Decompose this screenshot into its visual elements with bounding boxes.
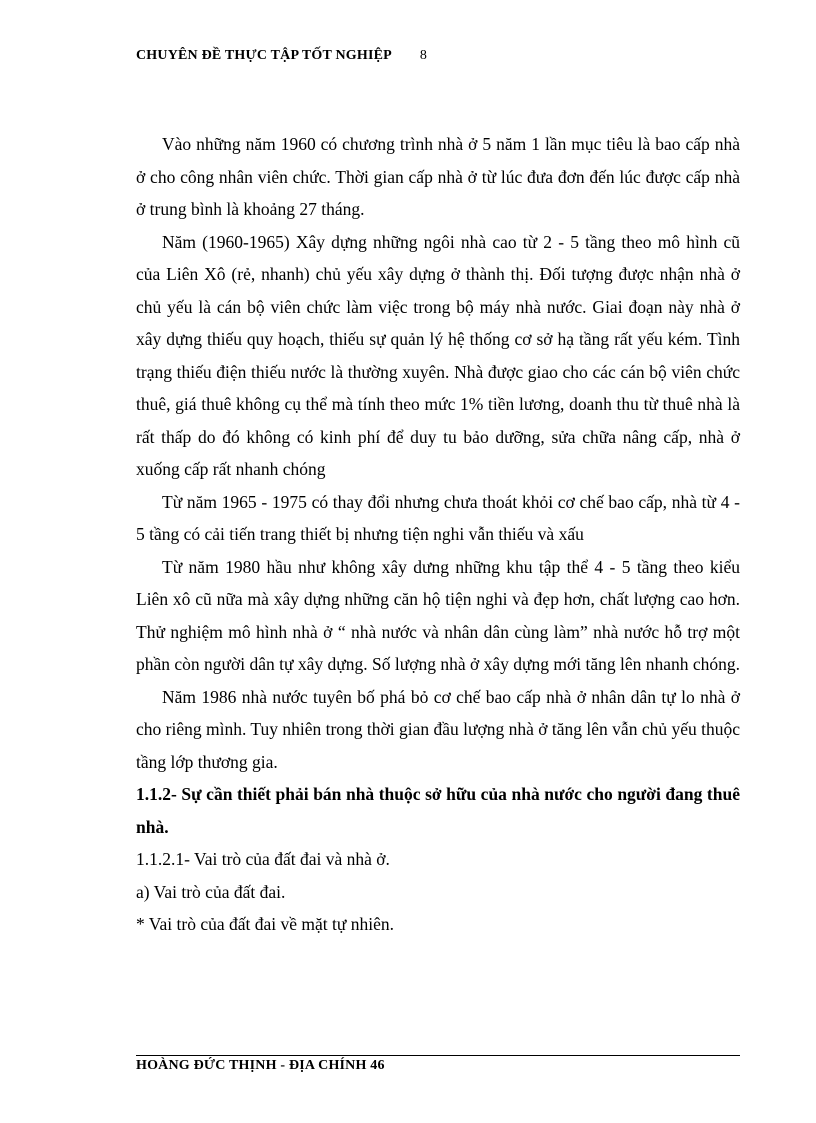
page-number: 8	[419, 48, 428, 63]
item-a: a) Vai trò của đất đai.	[136, 881, 286, 902]
paragraph-1960-1965: Năm (1960-1965) Xây dựng những ngôi nhà cao từ 2 - 5 tầng theo mô hình cũ của Liên Xô (rẻ, nhanh) chủ yếu xây dựng ở thành thị. Đối tượng được nhận nhà ở chủ yếu là cán bộ viên chức làm việc trong bộ máy nhà nước. Giai đoạn này nhà ở xây dựng thiếu quy hoạch, thiếu sự quản lý hệ thống cơ sở hạ tầng rất yếu kém. Tình trạng thiếu điện thiếu nước là thường xuyên. Nhà được giao cho các cán bộ viên chức thuê, giá thuê không cụ thể mà tính theo mức 1% tiền lương, doanh thu từ thuê nhà là rất thấp do đó không có kinh phí để duy tu bảo dưỡng, sửa chữa nâng cấp, nhà ở xuống cấp rất nhanh chóng	[136, 231, 740, 479]
document-body	[136, 128, 740, 941]
footer-divider	[136, 1055, 740, 1056]
paragraph-1980: Từ năm 1980 hầu như không xây dưng những khu tập thể 4 - 5 tầng theo kiểu Liên xô cũ nữa mà xây dựng những căn hộ tiện nghi và đẹp hơn, chất lượng cao hơn. Thử nghiệm mô hình nhà ở “ nhà nước và nhân dân cùng làm” nhà nước hỗ trợ một phần còn người dân tự xây dựng. Số lượng nhà ở xây dựng mới tăng lên nhanh chóng.	[136, 556, 741, 674]
paragraph-1965-1975: Từ năm 1965 - 1975 có thay đổi nhưng chưa thoát khỏi cơ chế bao cấp, nhà từ 4 - 5 tầng có cải tiến trang thiết bị nhưng tiện nghi vẫn thiếu và xấu	[136, 491, 740, 544]
paragraph-1960-program: Vào những năm 1960 có chương trình nhà ở 5 năm 1 lần mục tiêu là bao cấp nhà ở cho công nhân viên chức. Thời gian cấp nhà ở từ lúc đưa đơn đến lúc được cấp nhà ở trung bình là khoảng 27 tháng.	[136, 134, 740, 219]
item-star: * Vai trò của đất đai về mặt tự nhiên.	[136, 914, 394, 934]
subsection-heading: 1.1.2.1- Vai trò của đất đai và nhà ở.	[136, 849, 390, 869]
page-header	[136, 48, 427, 64]
paragraph-1986: Năm 1986 nhà nước tuyên bố phá bỏ cơ chế bao cấp nhà ở nhân dân tự lo nhà ở cho riêng mình. Tuy nhiên trong thời gian đầu lượng nhà ở tăng lên vẫn chủ yếu thuộc tầng lớp thương gia.	[136, 686, 740, 772]
header-title: CHUYÊN ĐỀ THỰC TẬP TỐT NGHIỆP	[136, 48, 392, 63]
page-footer: HOÀNG ĐỨC THỊNH - ĐỊA CHÍNH 46	[136, 1058, 385, 1073]
section-heading: 1.1.2- Sự cần thiết phải bán nhà thuộc sở hữu của nhà nước cho người đang thuê nhà.	[136, 784, 740, 837]
